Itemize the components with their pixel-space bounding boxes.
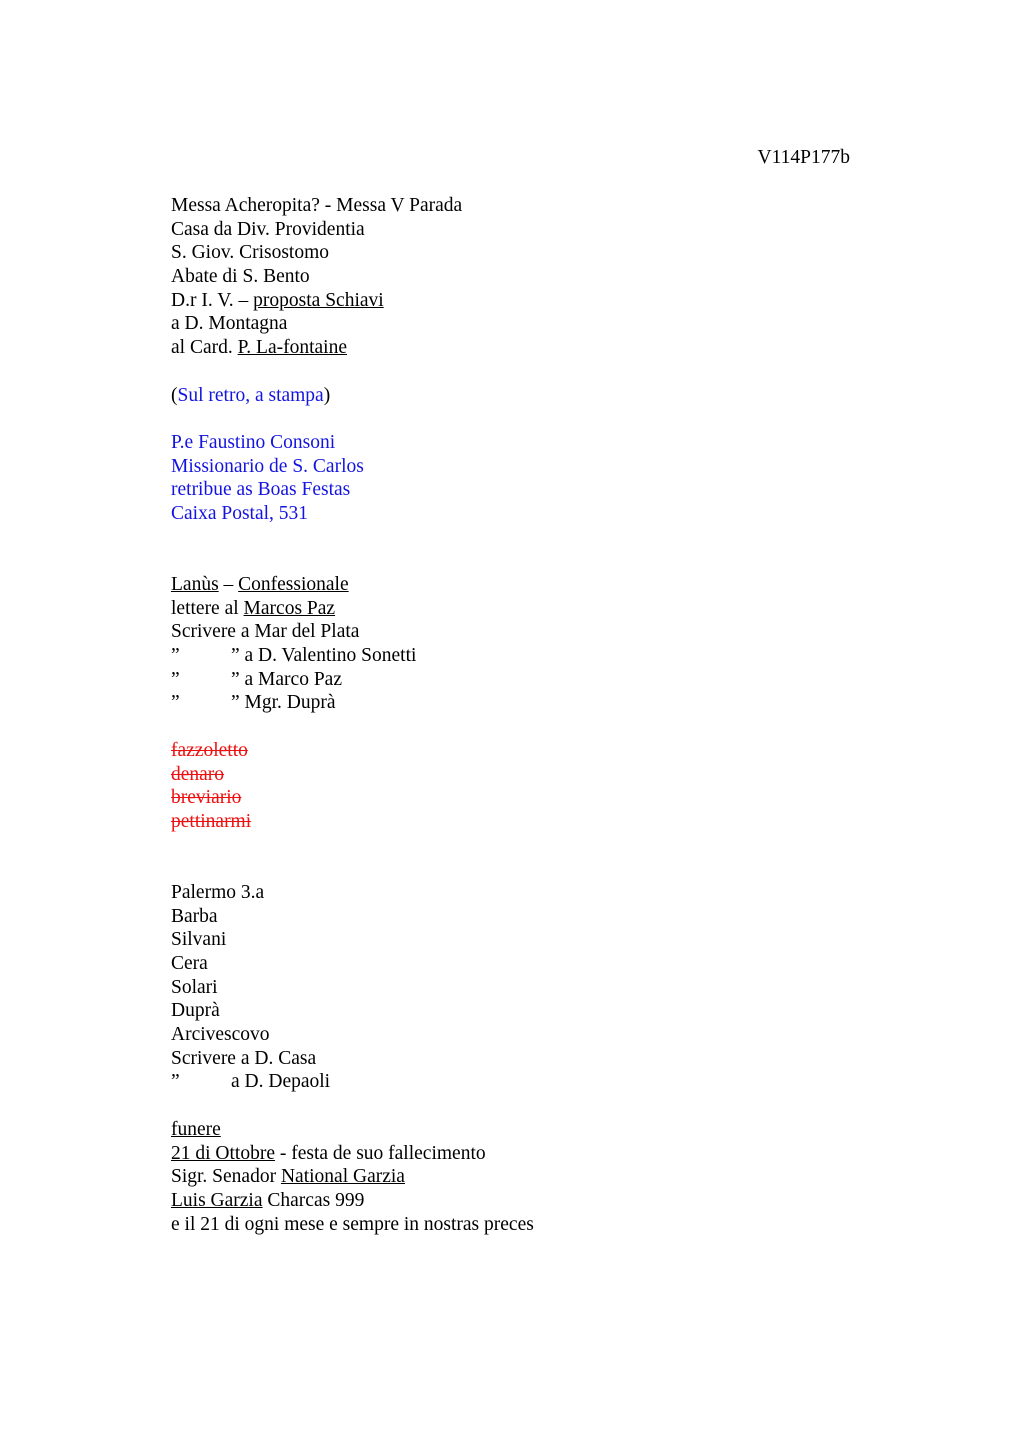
paren-open: ( bbox=[171, 384, 178, 406]
ditto-line bbox=[171, 691, 534, 715]
note-line: Solari bbox=[171, 976, 218, 998]
underlined-text: 21 di Ottobre bbox=[171, 1142, 275, 1164]
note-line bbox=[171, 1189, 534, 1213]
note-line: Scrivere a Mar del Plata bbox=[171, 621, 360, 643]
printed-line: retribue as Boas Festas bbox=[171, 479, 351, 501]
underlined-text: Lanùs bbox=[171, 574, 219, 595]
struck-item: fazzoletto bbox=[171, 739, 248, 761]
note-line: a D. Montagna bbox=[171, 313, 288, 335]
page-identifier: V114P177b bbox=[757, 147, 850, 168]
notes-block-1 bbox=[171, 194, 534, 360]
underlined-text: National Garzia bbox=[280, 1166, 405, 1188]
note-line: S. Giov. Crisostomo bbox=[171, 242, 330, 264]
notes-block-3 bbox=[171, 881, 534, 1094]
note-line: Cera bbox=[171, 953, 208, 974]
ditto-line bbox=[171, 668, 534, 692]
ditto-mark: ” bbox=[171, 668, 180, 690]
underlined-text: Luis Garzia bbox=[171, 1189, 263, 1211]
note-line: funere bbox=[171, 1118, 221, 1140]
note-text: a D. Depaoli bbox=[231, 1071, 331, 1093]
note-line: Barba bbox=[171, 905, 218, 927]
note-line: e il 21 di ogni mese e sempre in nostras preces bbox=[171, 1213, 534, 1235]
retro-note bbox=[171, 384, 534, 408]
notes-block-4 bbox=[171, 1118, 534, 1236]
note-text: – bbox=[218, 574, 239, 595]
printed-line: Caixa Postal, 531 bbox=[171, 502, 309, 524]
note-line bbox=[171, 1142, 534, 1166]
underlined-text: proposta Schiavi bbox=[253, 289, 384, 311]
struck-item: pettinarmi bbox=[171, 810, 252, 832]
note-text: - festa de suo fallecimento bbox=[274, 1142, 486, 1164]
note-line: Arcivescovo bbox=[171, 1024, 270, 1046]
note-line bbox=[171, 336, 534, 360]
note-line: Scrivere a D. Casa bbox=[171, 1047, 317, 1069]
note-line: Abate di S. Bento bbox=[171, 266, 310, 288]
note-line: Duprà bbox=[171, 1000, 220, 1022]
struck-item: denaro bbox=[171, 763, 225, 785]
note-text: ” a Marco Paz bbox=[231, 668, 342, 690]
struck-list bbox=[171, 739, 534, 834]
printed-line: P.e Faustino Consoni bbox=[171, 431, 336, 453]
ditto-line bbox=[171, 1070, 534, 1094]
note-line: Casa da Div. Providentia bbox=[171, 218, 365, 240]
printed-line: Missionario de S. Carlos bbox=[171, 455, 364, 477]
notes-block-2 bbox=[171, 573, 534, 715]
note-line bbox=[171, 597, 534, 621]
underlined-text: Confessionale bbox=[238, 574, 349, 595]
struck-item: breviario bbox=[171, 787, 242, 809]
ditto-line bbox=[171, 644, 534, 668]
note-text: Sigr. Senador bbox=[171, 1166, 281, 1188]
note-text: ” a D. Valentino Sonetti bbox=[231, 645, 417, 667]
note-text: lettere al bbox=[171, 597, 244, 619]
underlined-text: Marcos Paz bbox=[243, 597, 336, 619]
note-line bbox=[171, 289, 534, 313]
note-line: Palermo 3.a bbox=[171, 881, 265, 903]
transcription-body bbox=[171, 194, 534, 1236]
ditto-mark: ” bbox=[171, 692, 180, 714]
printed-card bbox=[171, 431, 534, 526]
note-line: Silvani bbox=[171, 929, 227, 951]
note-text: D.r I. V. – bbox=[171, 289, 254, 311]
note-line bbox=[171, 573, 534, 597]
ditto-mark: ” bbox=[171, 1071, 180, 1093]
note-line bbox=[171, 1165, 534, 1189]
note-text: al Card. bbox=[171, 337, 238, 359]
retro-note-text: Sul retro, a stampa bbox=[177, 384, 324, 406]
note-text: Charcas 999 bbox=[262, 1189, 365, 1211]
note-text: ” Mgr. Duprà bbox=[231, 692, 336, 714]
note-line: Messa Acheropita? - Messa V Parada bbox=[171, 195, 463, 216]
underlined-text: P. La-fontaine bbox=[237, 337, 347, 359]
paren-close: ) bbox=[323, 384, 331, 406]
ditto-mark: ” bbox=[171, 645, 180, 667]
